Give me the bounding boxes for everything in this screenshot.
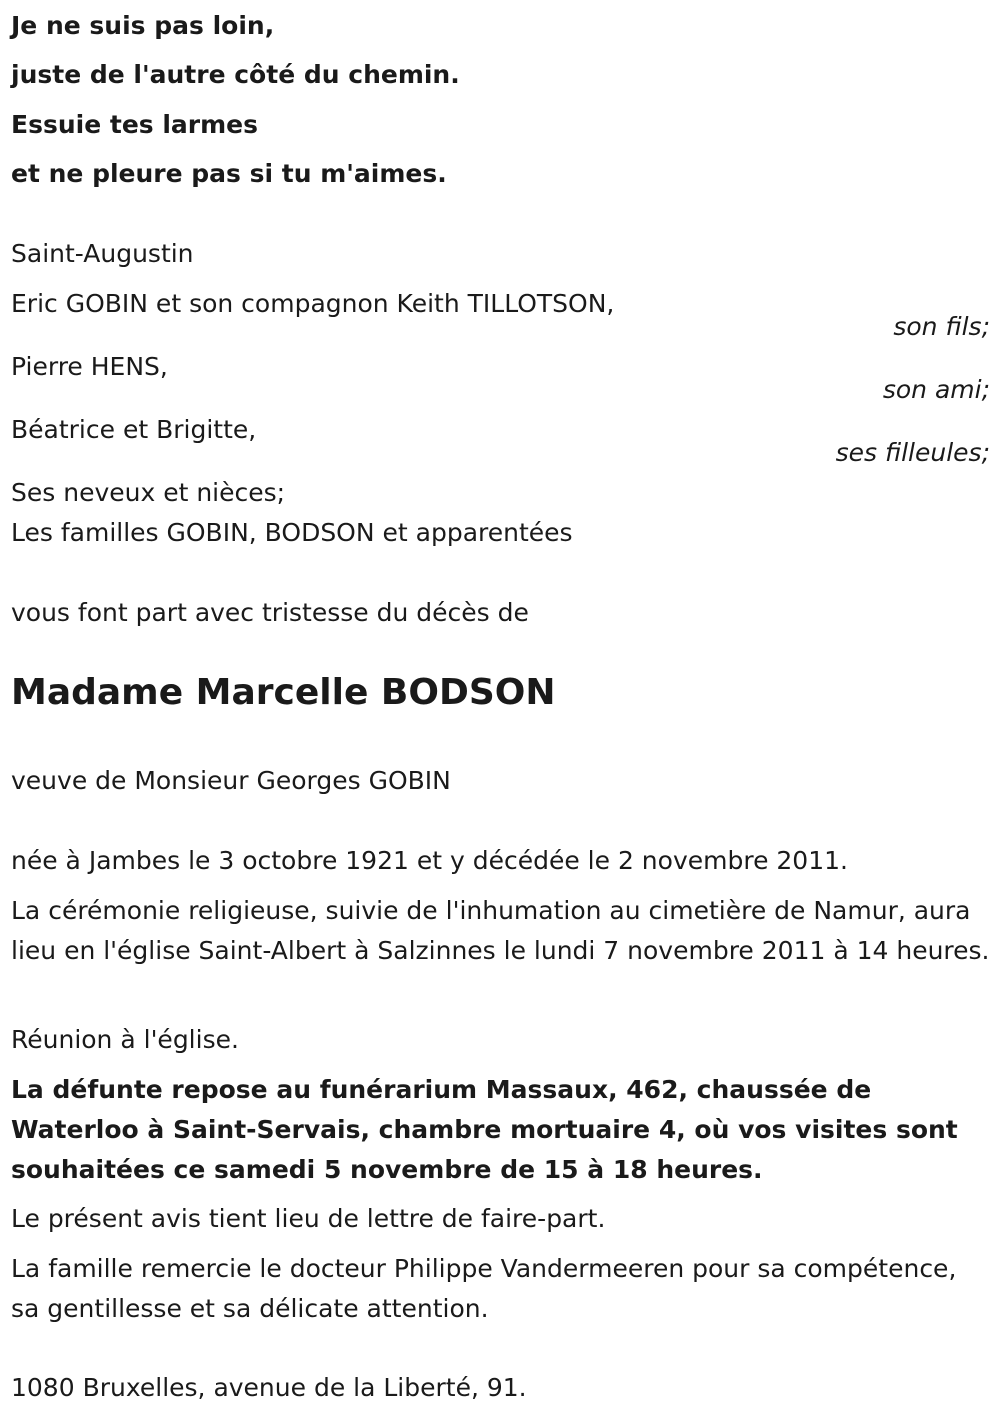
visitation-details: La défunte repose au funérarium Massaux, 462, chaussée de Waterloo à Saint-Servais, chambre mortuaire 4, où vos visites sont souhaitées ce samedi 5 novembre de 15 à 18 heures. bbox=[11, 1075, 958, 1184]
ceremony-details: La cérémonie religieuse, suivie de l'inhumation au cimetière de Namur, aura lieu en l'église Saint-Albert à Salzinnes le lundi 7 novembre 2011 à 14 heures. bbox=[11, 896, 990, 965]
poem-line-2: juste de l'autre côté du chemin. bbox=[11, 60, 460, 89]
family-member-relation: son fils; bbox=[893, 312, 990, 341]
notice-text: Le présent avis tient lieu de lettre de faire-part. bbox=[11, 1204, 606, 1233]
relatives-line-1: Ses neveux et nièces; bbox=[11, 478, 286, 507]
announcement-text: vous font part avec tristesse du décès de bbox=[11, 598, 529, 627]
widow-of: veuve de Monsieur Georges GOBIN bbox=[11, 766, 451, 795]
family-member-name: Eric GOBIN et son compagnon Keith TILLOTSON, bbox=[11, 289, 615, 318]
poem-author: Saint-Augustin bbox=[11, 239, 194, 268]
thanks-text: La famille remercie le docteur Philippe Vandermeeren pour sa compétence, sa gentillesse et sa délicate attention. bbox=[11, 1254, 957, 1323]
birth-death-dates: née à Jambes le 3 octobre 1921 et y décédée le 2 novembre 2011. bbox=[11, 846, 848, 875]
poem-line-3: Essuie tes larmes bbox=[11, 110, 259, 139]
family-member-name: Béatrice et Brigitte, bbox=[11, 415, 257, 444]
family-member-name: Pierre HENS, bbox=[11, 352, 168, 381]
address-text: 1080 Bruxelles, avenue de la Liberté, 91. bbox=[11, 1373, 527, 1402]
poem-line-1: Je ne suis pas loin, bbox=[11, 11, 275, 40]
deceased-name: Madame Marcelle BODSON bbox=[11, 672, 556, 713]
family-member-relation: ses filleules; bbox=[835, 438, 990, 467]
family-member-relation: son ami; bbox=[882, 375, 990, 404]
meeting-place: Réunion à l'église. bbox=[11, 1025, 239, 1054]
poem-line-4: et ne pleure pas si tu m'aimes. bbox=[11, 159, 447, 188]
relatives-line-2: Les familles GOBIN, BODSON et apparentées bbox=[11, 518, 573, 547]
